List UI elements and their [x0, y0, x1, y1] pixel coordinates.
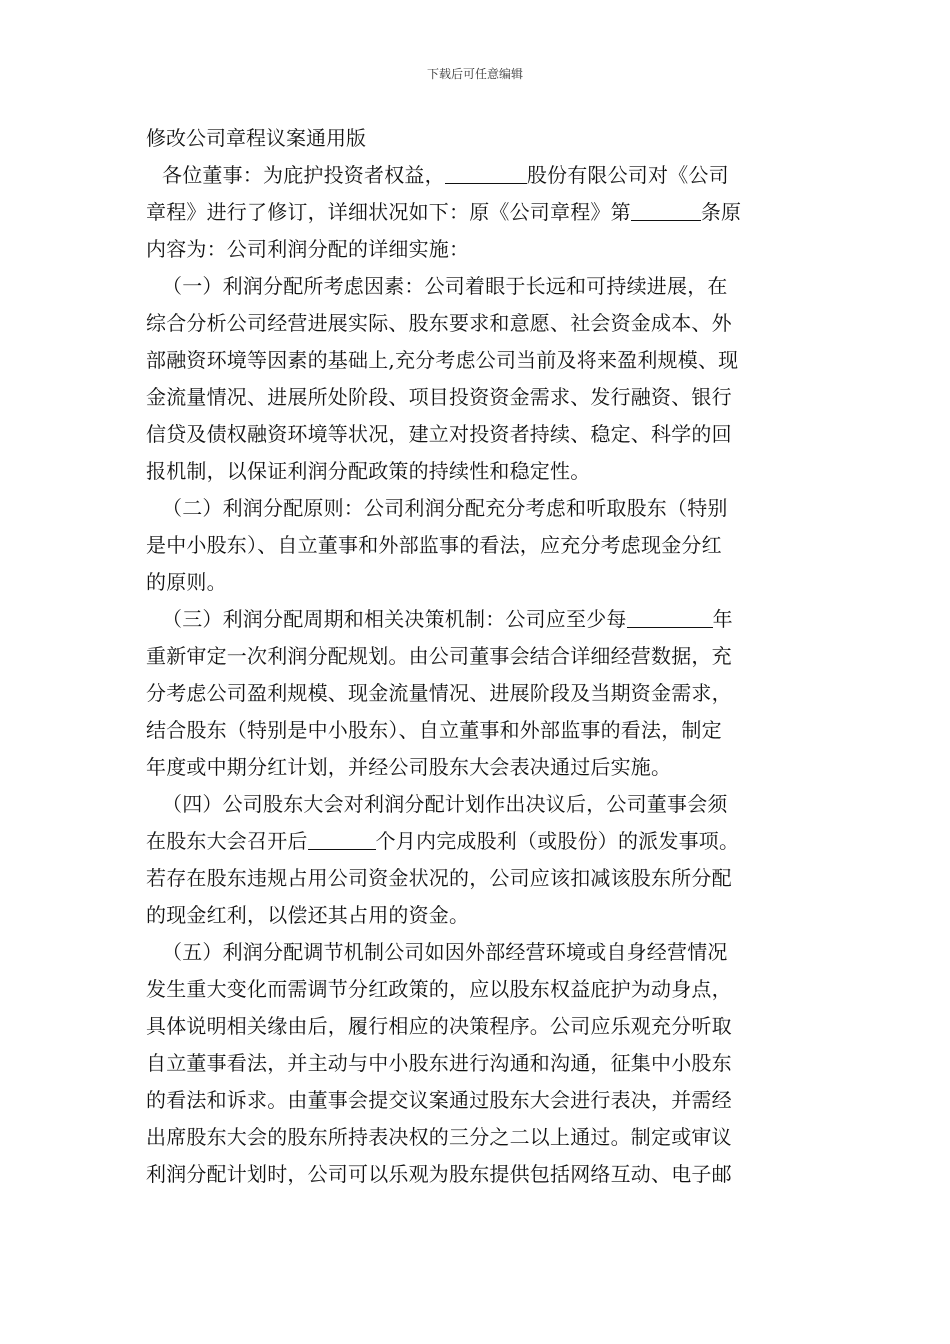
paragraph-principles — [146, 490, 806, 601]
paragraph-line: 章程》进行了修订，详细状况如下：原《公司章程》第 条原 — [146, 200, 742, 224]
paragraph-line: （五）利润分配调节机制公司如因外部经营环境或自身经营情况 — [162, 940, 728, 964]
paragraph-line: 综合分析公司经营进展实际、股东要求和意愿、社会资金成本、外 — [146, 311, 732, 335]
paragraph-line: 在股东大会召开后 个月内完成股利（或股份）的派发事项。 — [146, 829, 740, 853]
paragraph-line: 各位董事：为庇护投资者权益， 股份有限公司对《公司 — [162, 163, 729, 187]
fill-blank-article-number — [631, 200, 701, 221]
paragraph-line: 重新审定一次利润分配规划。由公司董事会结合详细经营数据，充 — [146, 644, 732, 668]
paragraph-line: 若存在股东违规占用公司资金状况的，公司应该扣减该股东所分配 — [146, 866, 732, 890]
paragraph-line: （一）利润分配所考虑因素：公司着眼于长远和可持续进展，在 — [162, 274, 728, 298]
fill-blank-years — [627, 607, 713, 628]
document-title: 修改公司章程议案通用版 — [146, 126, 366, 150]
paragraph-line: 部融资环境等因素的基础上,充分考虑公司当前及将来盈利规模、现 — [146, 348, 739, 372]
document-body — [146, 120, 806, 1193]
paragraph-line: 自立董事看法，并主动与中小股东进行沟通和沟通，征集中小股东 — [146, 1051, 732, 1075]
paragraph-line: 报机制，以保证利润分配政策的持续性和稳定性。 — [146, 459, 591, 483]
paragraph-line: 具体说明相关缘由后，履行相应的决策程序。公司应乐观充分听取 — [146, 1014, 732, 1038]
paragraph-line: 的原则。 — [146, 570, 227, 594]
paragraph-line: 利润分配计划时，公司可以乐观为股东提供包括网络互动、电子邮 — [146, 1162, 732, 1186]
paragraph-line: 的看法和诉求。由董事会提交议案通过股东大会进行表决，并需经 — [146, 1088, 732, 1112]
paragraph-factors — [146, 268, 806, 490]
paragraph-adjustment — [146, 934, 806, 1193]
paragraph-line: 出席股东大会的股东所持表决权的三分之二以上通过。制定或审议 — [146, 1125, 732, 1149]
paragraph-line: （四）公司股东大会对利润分配计划作出决议后，公司董事会须 — [162, 792, 728, 816]
page-header-note: 下载后可任意编辑 — [426, 67, 523, 81]
paragraph-cycle — [146, 601, 806, 786]
paragraph-line: 分考虑公司盈利规模、现金流量情况、进展阶段及当期资金需求， — [146, 681, 732, 705]
paragraph-line: 信贷及债权融资环境等状况，建立对投资者持续、稳定、科学的回 — [146, 422, 732, 446]
paragraph-line: 年度或中期分红计划，并经公司股东大会表决通过后实施。 — [146, 755, 672, 779]
paragraph-line: （二）利润分配原则：公司利润分配充分考虑和听取股东（特别 — [162, 496, 728, 520]
paragraph-line: 发生重大变化而需调节分红政策的，应以股东权益庇护为动身点， — [146, 977, 732, 1001]
fill-blank-months — [308, 829, 376, 850]
paragraph-line: 内容为：公司利润分配的详细实施： — [146, 237, 470, 261]
paragraph-line: 的现金红利，以偿还其占用的资金。 — [146, 903, 470, 927]
paragraph-intro — [146, 157, 806, 268]
paragraph-line: 结合股东（特别是中小股东）、自立董事和外部监事的看法，制定 — [146, 718, 722, 742]
paragraph-line: （三）利润分配周期和相关决策机制：公司应至少每 年 — [162, 607, 733, 631]
paragraph-line: 是中小股东）、自立董事和外部监事的看法，应充分考虑现金分红 — [146, 533, 722, 557]
paragraph-line: 金流量情况、进展所处阶段、项目投资资金需求、发行融资、银行 — [146, 385, 732, 409]
fill-blank-company-name — [445, 163, 527, 184]
paragraph-distribution — [146, 786, 806, 934]
